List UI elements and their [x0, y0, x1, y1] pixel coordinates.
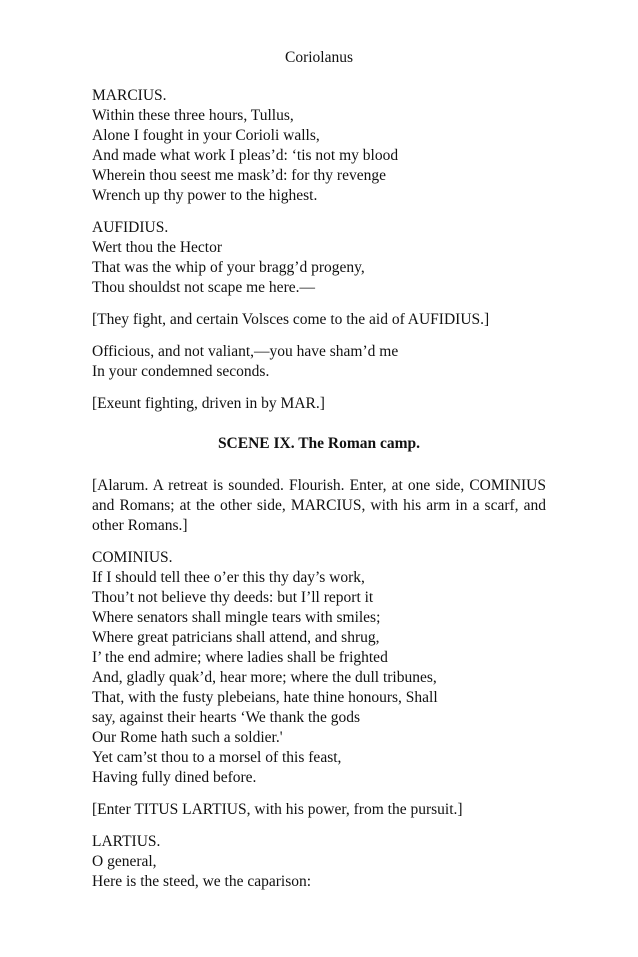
verse-line: Having fully dined before. [92, 769, 257, 786]
speech-lartius [92, 832, 546, 892]
speech-aufidius [92, 218, 546, 298]
verse-line: That was the whip of your bragg’d progeny, [92, 259, 365, 276]
verse-line: And, gladly quak’d, hear more; where the dull tribunes, [92, 669, 437, 686]
verse-line: Officious, and not valiant,—you have sham’d me [92, 343, 399, 360]
verse-line: Wrench up thy power to the highest. [92, 187, 318, 204]
speaker-name: MARCIUS. [92, 87, 167, 104]
stage-direction: [Alarum. A retreat is sounded. Flourish. Enter, at one side, COMINIUS and Romans; at the other side, MARCIUS, with his arm in a scarf, and other Romans.] [92, 477, 546, 534]
verse-line: Within these three hours, Tullus, [92, 107, 294, 124]
verse-line: O general, [92, 853, 157, 870]
stage-direction: [Enter TITUS LARTIUS, with his power, from the pursuit.] [92, 801, 463, 818]
verse-line: say, against their hearts ‘We thank the gods [92, 709, 361, 726]
scene-heading: SCENE IX. The Roman camp. [217, 435, 421, 452]
verse-line: Alone I fought in your Corioli walls, [92, 127, 320, 144]
verse-line: If I should tell thee o’er this thy day’s work, [92, 569, 365, 586]
verse-line: Wherein thou seest me mask’d: for thy revenge [92, 167, 386, 184]
stage-direction: [They fight, and certain Volsces come to the aid of AUFIDIUS.] [92, 311, 490, 328]
speaker-name: COMINIUS. [92, 549, 173, 566]
verse-line: Where senators shall mingle tears with smiles; [92, 609, 381, 626]
verse-line: Yet cam’st thou to a morsel of this feast, [92, 749, 342, 766]
speech-cominius [92, 548, 546, 788]
running-title: Coriolanus [284, 49, 354, 66]
verse-line: Our Rome hath such a soldier.' [92, 729, 283, 746]
speech-marcius [92, 86, 546, 206]
verse-line: That, with the fusty plebeians, hate thine honours, Shall [92, 689, 438, 706]
verse-line: In your condemned seconds. [92, 363, 270, 380]
verse-line: Thou’t not believe thy deeds: but I’ll report it [92, 589, 374, 606]
verse-line: And made what work I pleas’d: ‘tis not my blood [92, 147, 399, 164]
speaker-name: AUFIDIUS. [92, 219, 169, 236]
verse-line: Wert thou the Hector [92, 239, 223, 256]
speaker-name: LARTIUS. [92, 833, 161, 850]
speech-continuation [92, 342, 546, 382]
stage-direction: [Exeunt fighting, driven in by MAR.] [92, 395, 325, 412]
verse-line: Where great patricians shall attend, and shrug, [92, 629, 380, 646]
verse-line: I’ the end admire; where ladies shall be frighted [92, 649, 388, 666]
verse-line: Thou shouldst not scape me here.— [92, 279, 315, 296]
verse-line: Here is the steed, we the caparison: [92, 873, 312, 890]
